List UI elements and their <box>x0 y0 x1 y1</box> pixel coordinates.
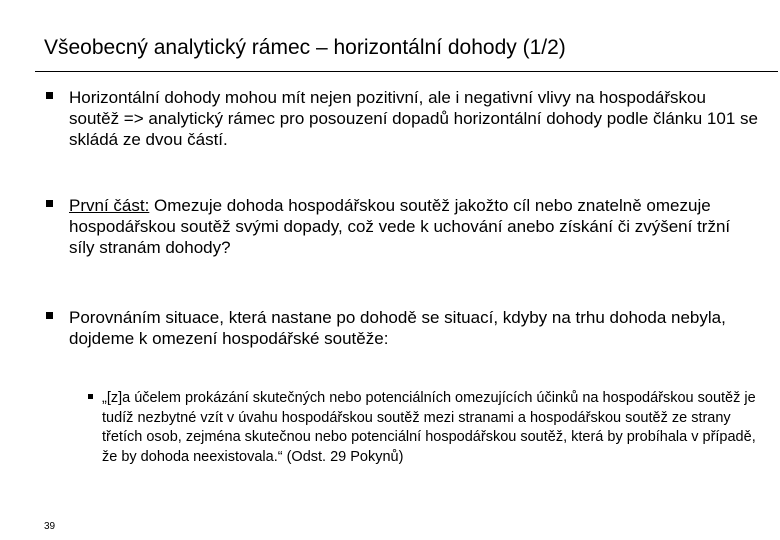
bullet-body: Omezuje dohoda hospodářskou soutěž jakožto cíl nebo znatelně omezuje hospodářskou soutěž svými dopady, což vede k uchování anebo získání či zvýšení tržní síly stranám dohody? <box>69 196 731 257</box>
bullet-square-icon <box>46 200 53 207</box>
bullet-text-2 <box>69 195 759 258</box>
bullet-square-icon <box>46 312 53 319</box>
bullet-label: První část: <box>69 196 150 215</box>
sub-bullet-square-icon <box>88 394 93 399</box>
bullet-text-1: Horizontální dohody mohou mít nejen pozitivní, ale i negativní vlivy na hospodářskou soutěž => analytický rámec pro posouzení dopadů horizontální dohody podle článku 101 se skládá ze dvou částí. <box>69 88 758 149</box>
page-number: 39 <box>44 521 56 532</box>
sub-bullet-quote: „[z]a účelem prokázání skutečných nebo potenciálních omezujících účinků na hospodářskou soutěž je tudíž nezbytné vzít v úvahu hospodářskou soutěž mezi stranami a hospodářskou soutěž ze strany třetích osob, zejména skutečnou nebo potenciální hospodářskou soutěž, která by probíhala v případě, že by dohoda neexistovala.“ (Odst. 29 Pokynů) <box>102 390 756 465</box>
title-divider <box>35 71 778 72</box>
slide-title: Všeobecný analytický rámec – horizontální dohody (1/2) <box>44 36 566 59</box>
bullet-square-icon <box>46 92 53 99</box>
bullet-text-3: Porovnáním situace, která nastane po dohodě se situací, kdyby na trhu dohoda nebyla, dojdeme k omezení hospodářské soutěže: <box>69 308 726 348</box>
